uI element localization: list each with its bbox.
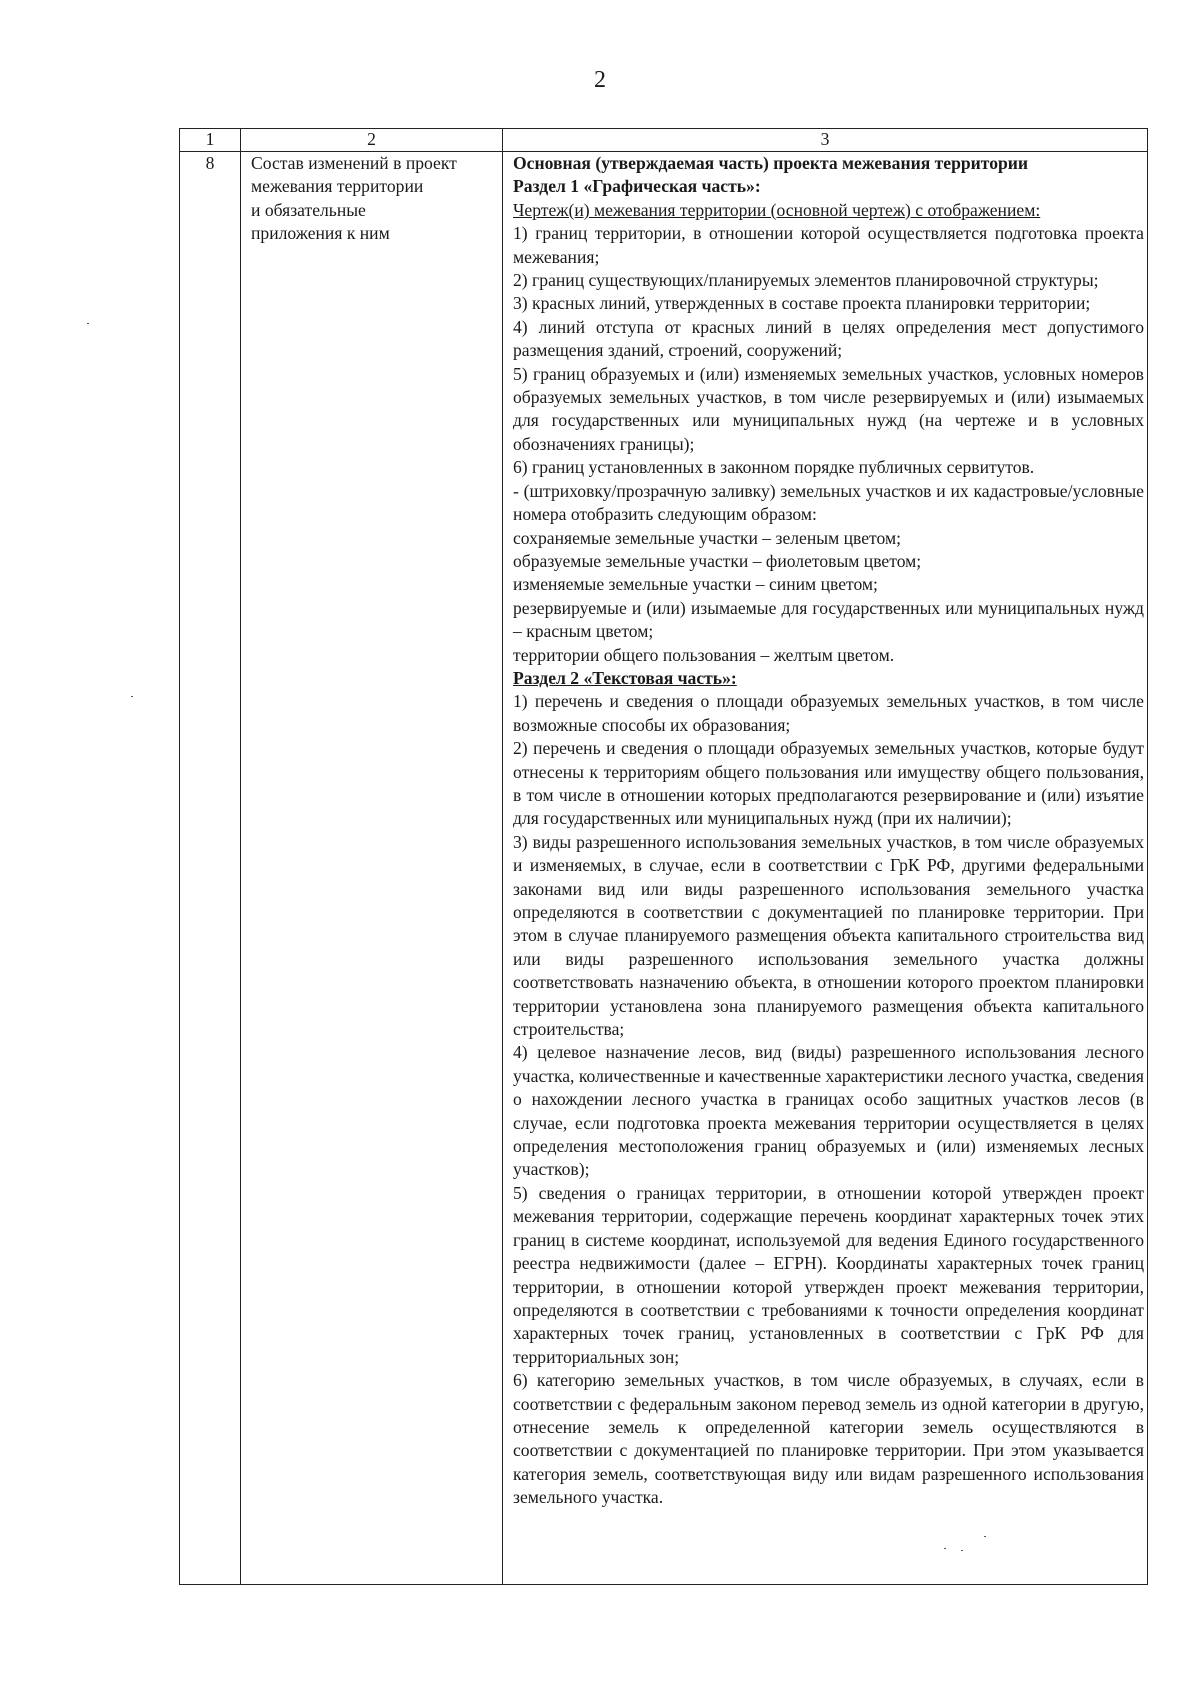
content-paragraph: 1) перечень и сведения о площади образуемых земельных участков, в том числе возможные способы их образования; (513, 691, 1144, 735)
row-title-line: и обязательные (251, 199, 366, 220)
scan-speck (131, 696, 133, 697)
content-paragraph: 1) границ территории, в отношении которой осуществляется подготовка проекта межевания; (513, 223, 1144, 267)
row-title-line: Состав изменений в проект (251, 153, 457, 173)
content-paragraph: изменяемые земельные участки – синим цветом; (513, 574, 878, 595)
column-header-1: 1 (180, 129, 241, 152)
scan-speck (961, 1550, 963, 1551)
content-paragraph: территории общего пользования – желтым цветом. (513, 644, 895, 665)
content-paragraph: 2) перечень и сведения о площади образуемых земельных участков, которые будут отнесены к территориям общего пользования или имуществу общего пользования, в том числе в отношении которых предполагаются резервирование и (или) изъятие для государственных или муниципальных нужд (при их наличии); (513, 738, 1144, 829)
scan-speck (984, 1536, 986, 1537)
document-table (179, 128, 1148, 1585)
content-paragraph: 2) границ существующих/планируемых элементов планировочной структуры; (513, 270, 1099, 291)
scan-speck (944, 1548, 946, 1549)
content-paragraph: 3) виды разрешенного использования земельных участков, в том числе образуемых и изменяемых, в случае, если в соответствии с ГрК РФ, другими федеральными законами вид или виды разрешенного использования земельного участка определяются в соответствии с документацией по планировке территории. При этом в случае планируемого размещения объекта капитального строительства вид или виды разрешенного использования земельного участка должны соответствовать назначению объекта, в отношении которого проектом планировки территории установлена зона планируемого размещения объекта капитального строительства; (513, 831, 1144, 1040)
content-paragraph: резервируемые и (или) изымаемые для государственных или муниципальных нужд – красным цветом; (513, 597, 1144, 642)
content-heading: Чертеж(и) межевания территории (основной чертеж) с отображением: (513, 199, 1041, 220)
content-heading: Основная (утверждаемая часть) проекта межевания территории (513, 153, 1029, 173)
content-paragraph: 5) границ образуемых и (или) изменяемых земельных участков, условных номеров образуемых земельных участков, в том числе резервируемых и (или) изымаемых для государственных или муниципальных нужд (на чертеже и в условных обозначениях границы); (513, 363, 1144, 454)
content-paragraph: 5) сведения о границах территории, в отношении которой утвержден проект межевания территории, содержащие перечень координат характерных точек этих границ в системе координат, используемой для ведения Единого государственного реестра недвижимости (далее – ЕГРН). Координаты характерных точек границ территории, в отношении которой утвержден проект межевания территории, определяются в соответствии с требованиями к точности определения координат характерных точек границ, установленных в соответствии с ГрК РФ для территориальных зон; (513, 1182, 1144, 1367)
content-paragraph: образуемые земельные участки – фиолетовым цветом; (513, 550, 922, 571)
table-row (180, 152, 1148, 1585)
page-number: 2 (594, 67, 606, 93)
column-header-2: 2 (241, 129, 503, 152)
row-title-line: межевания территории (251, 176, 424, 197)
content-paragraph: сохраняемые земельные участки – зеленым цветом; (513, 527, 901, 548)
table-header-row (180, 129, 1148, 152)
column-header-3: 3 (503, 129, 1148, 152)
row-content (503, 152, 1148, 1585)
content-paragraph: 3) красных линий, утвержденных в составе проекта планировки территории; (513, 293, 1091, 314)
content-heading: Раздел 1 «Графическая часть»: (513, 176, 761, 197)
content-paragraph: 6) границ установленных в законном порядке публичных сервитутов. (513, 457, 1035, 478)
content-heading: Раздел 2 «Текстовая часть»: (513, 667, 737, 688)
content-paragraph: 4) целевое назначение лесов, вид (виды) разрешенного использования лесного участка, количественные и качественные характеристики лесного участка, сведения о нахождении лесного участка в границах особо защитных участков лесов (в случае, если подготовка проекта межевания территории осуществляется в целях определения местоположения границ образуемых и (или) изменяемых лесных участков); (513, 1042, 1144, 1180)
content-paragraph: - (штриховку/прозрачную заливку) земельных участков и их кадастровые/условные номера отобразить следующим образом: (513, 480, 1144, 525)
row-title-line: приложения к ним (251, 223, 390, 244)
content-paragraph: 4) линий отступа от красных линий в целях определения мест допустимого размещения зданий, строений, сооружений; (513, 316, 1144, 361)
content-paragraph: 6) категорию земельных участков, в том числе образуемых, в случаях, если в соответствии с федеральным законом перевод земель из одной категории в другую, отнесение земель к определенной категории земель осуществляются в соответствии с документацией по планировке территории. При этом указывается категория земель, соответствующая виду или видам разрешенного использования земельного участка. (513, 1370, 1144, 1508)
scan-speck (87, 323, 89, 324)
row-title (241, 152, 503, 1585)
row-number: 8 (180, 152, 241, 1585)
